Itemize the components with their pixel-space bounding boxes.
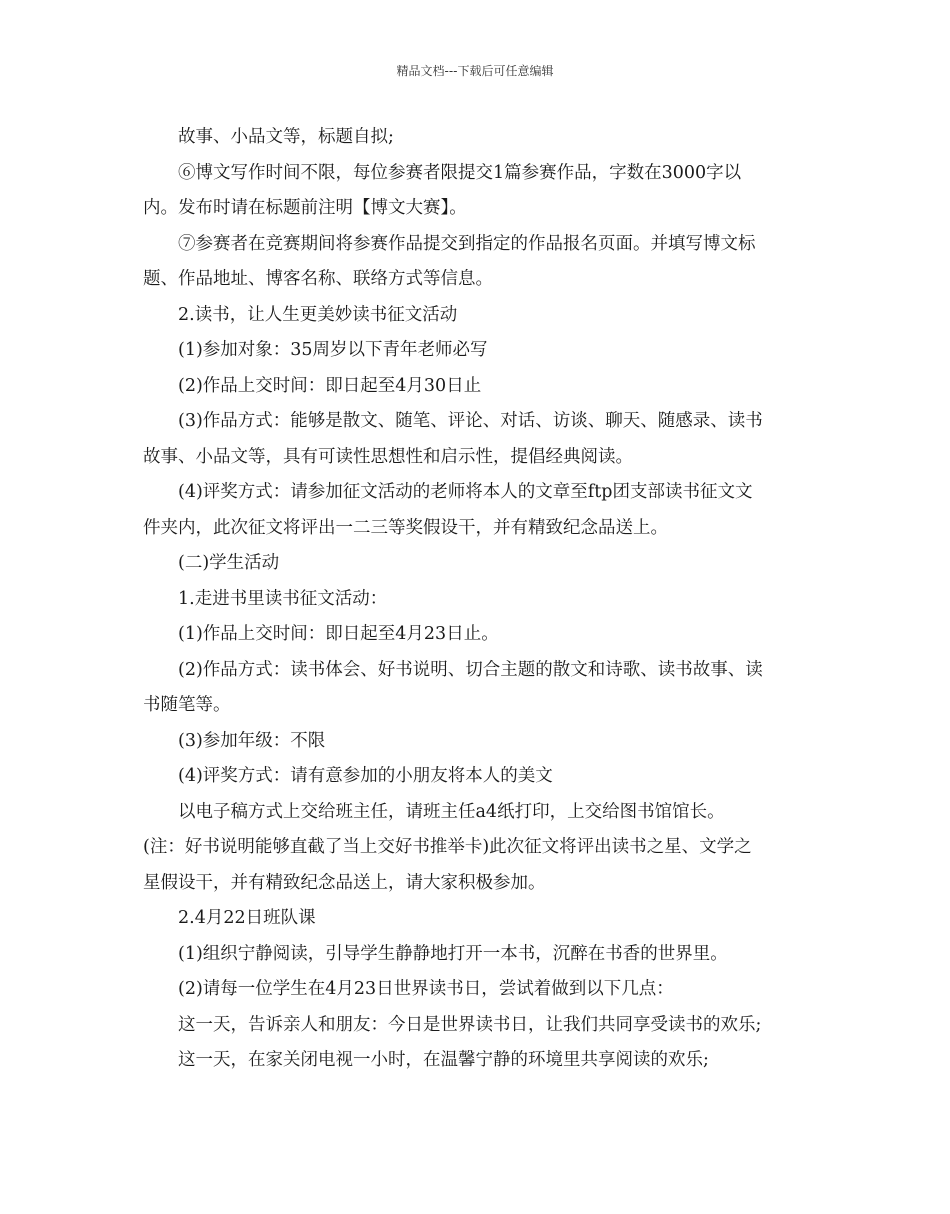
- paragraph: [143, 546, 811, 582]
- paragraph: [143, 759, 811, 795]
- text-line: (4)评奖方式：请参加征文活动的老师将本人的文章至ftp团支部读书征文文: [178, 482, 753, 502]
- paragraph: [143, 1008, 811, 1044]
- paragraph: [143, 830, 811, 901]
- text-line: 故事、小品文等，具有可读性思想性和启示性，提倡经典阅读。: [143, 446, 633, 467]
- text-line: (注：好书说明能够直截了当上交好书推举卡)此次征文将评出读书之星、文学之: [143, 837, 752, 857]
- paragraph: [143, 724, 811, 760]
- paragraph: [143, 653, 811, 724]
- text-line: (2)作品方式：读书体会、好书说明、切合主题的散文和诗歌、读书故事、读: [178, 659, 763, 680]
- text-line: 以电子稿方式上交给班主任，请班主任a4纸打印，上交给图书馆馆长。: [178, 801, 725, 822]
- text-line: (1)参加对象：35周岁以下青年老师必写: [178, 340, 488, 360]
- text-line: (1)组织宁静阅读，引导学生静静地打开一本书，沉醉在书香的世界里。: [178, 943, 728, 964]
- text-line: 故事、小品文等，标题自拟;: [178, 127, 394, 147]
- text-line: ⑥博文写作时间不限，每位参赛者限提交1篇参赛作品，字数在3000字以: [178, 162, 742, 183]
- paragraph: [143, 333, 811, 369]
- paragraph: [143, 617, 811, 653]
- paragraph: [143, 369, 811, 405]
- paragraph: [143, 404, 811, 475]
- text-line: 这一天，在家关闭电视一小时，在温馨宁静的环境里共享阅读的欢乐;: [178, 1050, 709, 1070]
- paragraph: [143, 227, 811, 298]
- text-line: (2)请每一位学生在4月23日世界读书日，尝试着做到以下几点：: [178, 979, 674, 999]
- text-line: 书随笔等。: [143, 695, 231, 715]
- paragraph: [143, 120, 811, 156]
- paragraph: [143, 937, 811, 973]
- paragraph: [143, 901, 811, 937]
- document-body: [143, 120, 811, 1079]
- text-line: (2)作品上交时间：即日起至4月30日止: [178, 375, 482, 396]
- page-header: 精品文档---下载后可任意编辑: [396, 64, 554, 78]
- text-line: 内。发布时请在标题前注明【博文大赛】。: [143, 198, 467, 218]
- paragraph: [143, 795, 811, 831]
- text-line: 题、作品地址、博客名称、联络方式等信息。: [143, 269, 493, 289]
- text-line: 1.走进书里读书征文活动：: [178, 588, 388, 609]
- text-line: (4)评奖方式：请有意参加的小朋友将本人的美文: [178, 766, 553, 786]
- paragraph: [143, 972, 811, 1008]
- text-line: 2.读书，让人生更美妙读书征文活动: [178, 304, 458, 325]
- paragraph: [143, 298, 811, 334]
- text-line: 件夹内，此次征文将评出一二三等奖假设干，并有精致纪念品送上。: [143, 517, 668, 538]
- text-line: (3)参加年级：不限: [178, 730, 326, 751]
- text-line: 这一天，告诉亲人和朋友：今日是世界读书日，让我们共同享受读书的欢乐;: [178, 1014, 762, 1035]
- text-line: (3)作品方式：能够是散文、随笔、评论、对话、访谈、聊天、随感录、读书: [178, 411, 763, 431]
- text-line: ⑦参赛者在竞赛期间将参赛作品提交到指定的作品报名页面。并填写博文标: [178, 233, 756, 254]
- paragraph: [143, 475, 811, 546]
- text-line: 2.4月22日班队课: [178, 908, 316, 928]
- paragraph: [143, 1043, 811, 1079]
- text-line: (二)学生活动: [178, 553, 280, 573]
- text-line: (1)作品上交时间：即日起至4月23日止。: [178, 624, 499, 644]
- text-line: 星假设干，并有精致纪念品送上，请大家积极参加。: [143, 872, 546, 893]
- paragraph: [143, 156, 811, 227]
- paragraph: [143, 582, 811, 618]
